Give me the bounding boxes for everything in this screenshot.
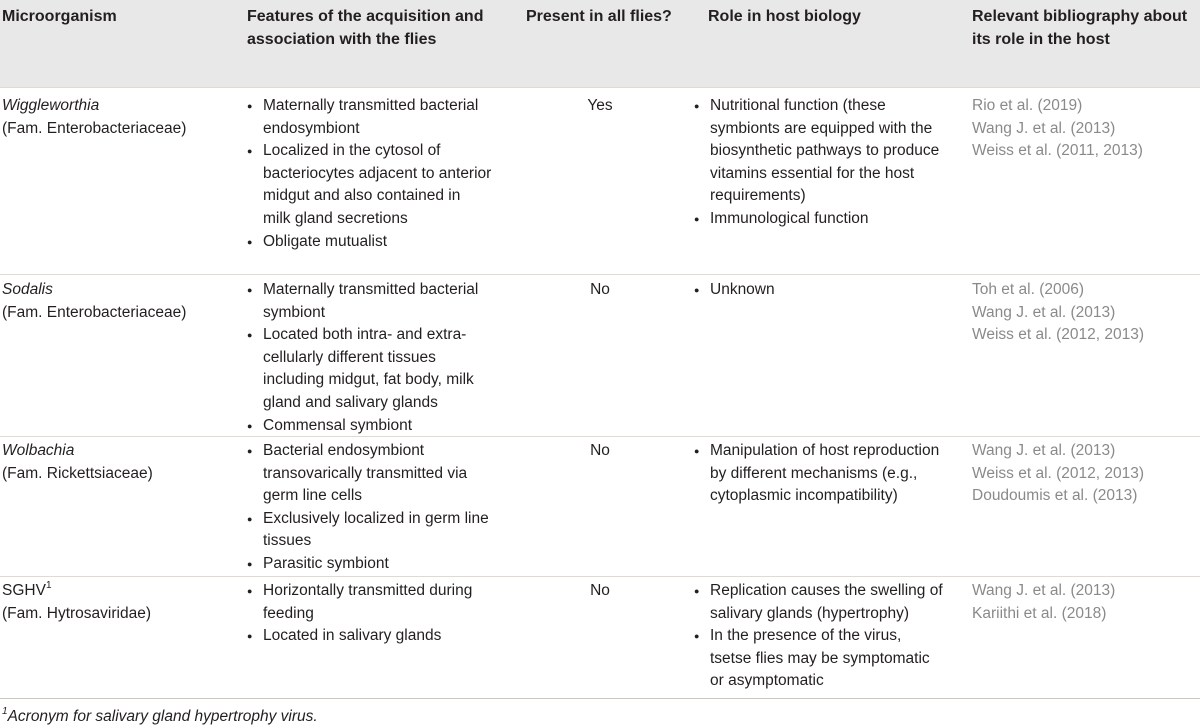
feature-item: ● Located both intra- and extra-cellularly different tissues including midgut, fat body, milk gland and salivary glands <box>247 324 492 414</box>
feature-item: ● Maternally transmitted bacterial endosymbiont <box>247 95 492 140</box>
role-cell <box>694 279 944 302</box>
feature-item: ● Obligate mutualist <box>247 231 492 254</box>
table-row <box>0 87 1200 275</box>
reference: Toh et al. (2006) <box>972 281 1085 298</box>
footnote-marker: 1 <box>2 705 8 717</box>
role-item: ● Replication causes the swelling of salivary glands (hypertrophy) <box>694 580 944 625</box>
microorganism-cell <box>2 440 232 485</box>
microorganism-name: Wolbachia <box>2 442 75 459</box>
feature-item: ● Maternally transmitted bacterial symbiont <box>247 279 492 324</box>
microorganism-family: (Fam. Hytrosaviridae) <box>2 604 151 622</box>
present-value: Yes <box>587 97 613 114</box>
feature-item: ● Bacterial endosymbiont transovarically transmitted via germ line cells <box>247 440 492 508</box>
microorganism-family: (Fam. Enterobacteriaceae) <box>2 119 187 137</box>
role-cell <box>694 95 944 231</box>
feature-item: ● Parasitic symbiont <box>247 553 492 576</box>
header-features: Features of the acquisition and association with the flies <box>247 8 484 48</box>
footnote-marker: 1 <box>45 579 52 591</box>
header-microorganism: Microorganism <box>2 8 117 25</box>
reference: Wang J. et al. (2013) <box>972 303 1116 321</box>
reference: Kariithi et al. (2018) <box>972 604 1107 622</box>
microorganism-name: Sodalis <box>2 281 53 298</box>
table-row <box>0 576 1200 699</box>
refs-cell <box>972 279 1198 347</box>
feature-item: ● Horizontally transmitted during feeding <box>247 580 492 625</box>
reference: Weiss et al. (2012, 2013) <box>972 464 1145 482</box>
table-header-row <box>0 0 1200 88</box>
present-value: No <box>590 442 610 459</box>
microorganism-cell <box>2 279 232 324</box>
reference: Weiss et al. (2011, 2013) <box>972 142 1143 160</box>
footnote-text: Acronym for salivary gland hypertrophy virus. <box>7 708 318 725</box>
refs-cell <box>972 95 1198 163</box>
microorganism-family: (Fam. Rickettsiaceae) <box>2 464 153 482</box>
table-row <box>0 436 1200 577</box>
features-cell <box>247 279 492 437</box>
refs-cell <box>972 440 1198 508</box>
role-item: ● Nutritional function (these symbionts are equipped with the biosynthetic pathways to produce vitamins essential for the host requirements) <box>694 95 944 208</box>
present-value: No <box>590 582 610 599</box>
microorganism-family: (Fam. Enterobacteriaceae) <box>2 303 187 321</box>
role-cell <box>694 580 944 693</box>
reference: Weiss et al. (2012, 2013) <box>972 326 1145 344</box>
features-cell <box>247 440 492 576</box>
role-item: ● Manipulation of host reproduction by different mechanisms (e.g., cytoplasmic incompatibility) <box>694 440 944 508</box>
feature-item: ● Commensal symbiont <box>247 415 492 438</box>
header-role: Role in host biology <box>708 8 861 25</box>
microorganism-cell <box>2 580 232 625</box>
header-bibliography: Relevant bibliography about its role in the host <box>972 8 1188 48</box>
present-value: No <box>590 281 610 298</box>
role-item: ● Unknown <box>694 279 944 302</box>
microorganism-name: Wiggleworthia <box>2 97 100 114</box>
features-cell <box>247 95 492 253</box>
reference: Rio et al. (2019) <box>972 97 1083 114</box>
table-footnote <box>2 706 318 728</box>
feature-item: ● Located in salivary glands <box>247 625 492 648</box>
features-cell <box>247 580 492 648</box>
role-cell <box>694 440 944 508</box>
microorganism-name: SGHV$^1$ <box>2 579 52 599</box>
role-item: ● Immunological function <box>694 208 944 231</box>
table-row <box>0 274 1200 437</box>
reference: Doudoumis et al. (2013) <box>972 487 1138 505</box>
feature-item: ● Exclusively localized in germ line tissues <box>247 508 492 553</box>
feature-item: ● Localized in the cytosol of bacteriocytes adjacent to anterior midgut and also contained in milk gland secretions <box>247 140 492 230</box>
reference: Wang J. et al. (2013) <box>972 582 1116 599</box>
role-item: ● In the presence of the virus, tsetse flies may be symptomatic or asymptomatic <box>694 625 944 693</box>
reference: Wang J. et al. (2013) <box>972 442 1116 459</box>
header-present: Present in all flies? <box>526 8 672 25</box>
microorganism-cell <box>2 95 232 140</box>
reference: Wang J. et al. (2013) <box>972 119 1116 137</box>
refs-cell <box>972 580 1198 625</box>
